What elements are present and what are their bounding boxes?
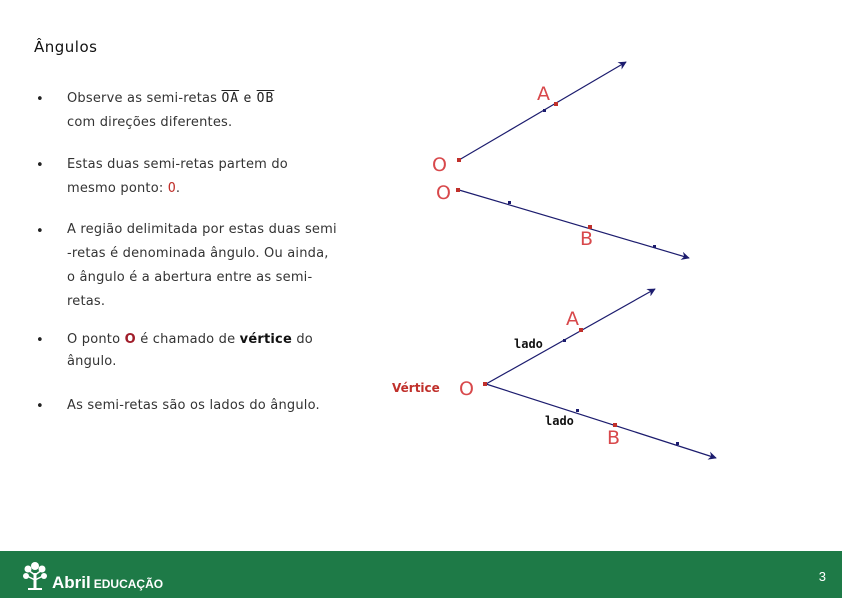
ray-tick	[676, 442, 679, 445]
label-lado: lado	[545, 414, 574, 428]
point-o: O	[167, 181, 176, 196]
label-a: A	[537, 83, 550, 105]
point-a-marker	[579, 328, 583, 332]
ray-tick	[508, 201, 511, 204]
vertice-term: vértice	[239, 332, 292, 347]
item-text: -retas é denominada ângulo. Ou ainda,	[67, 246, 329, 261]
label-a: A	[566, 308, 579, 330]
item-text: Estas duas semi-retas partem do	[67, 157, 288, 172]
ray-tick	[563, 339, 566, 342]
bullet: •	[36, 333, 44, 348]
point-o-marker	[457, 158, 461, 162]
item-text: As semi-retas são os lados do ângulo.	[67, 398, 320, 413]
vertex-marker	[483, 382, 487, 386]
ray-ob-notation: $\overline{OB}$	[256, 91, 275, 106]
item-text: do	[296, 332, 313, 347]
point-o: O	[124, 332, 136, 347]
figure-angle	[392, 289, 716, 458]
page-title: Ângulos	[34, 38, 98, 56]
bullet: •	[36, 158, 44, 173]
bullet: •	[36, 92, 44, 107]
bullet: •	[36, 224, 44, 239]
ray-oa	[459, 62, 626, 160]
item-text: ângulo.	[67, 354, 117, 369]
item-text: Observe as semi-retas	[67, 91, 218, 106]
label-o: O	[432, 154, 447, 176]
point-a-marker	[554, 102, 558, 106]
item-text: O ponto	[67, 332, 121, 347]
footer-bar	[0, 551, 842, 598]
label-vertice: Vértice	[392, 381, 440, 395]
ray-oa-notation: $\overline{OA}$	[221, 91, 240, 106]
brand-name: Abril	[52, 573, 91, 592]
item-text: A região delimitada por estas duas semi	[67, 222, 337, 237]
label-o: O	[459, 378, 474, 400]
label-b: B	[607, 427, 621, 449]
point-o-marker	[456, 188, 460, 192]
page-number: 3	[818, 569, 826, 584]
ray-tick	[543, 109, 546, 112]
item-text: .	[175, 181, 181, 196]
ray-side-b	[486, 384, 716, 458]
item-text: é chamado de	[140, 332, 236, 347]
brand-logo	[52, 573, 163, 593]
ray-side-a	[486, 289, 655, 384]
item-text: retas.	[67, 294, 106, 309]
label-lado: lado	[514, 337, 543, 351]
brand-sub: EDUCAÇÃO	[93, 577, 164, 591]
figure-rays-separate	[432, 62, 689, 258]
item-text: mesmo ponto:	[67, 181, 164, 196]
label-b: B	[580, 228, 594, 250]
item-text: com direções diferentes.	[67, 115, 233, 130]
conjunction: e	[243, 91, 253, 106]
ray-tick	[653, 245, 656, 248]
label-o: O	[436, 182, 451, 204]
bullet: •	[36, 399, 44, 414]
item-text: o ângulo é a abertura entre as semi-	[67, 270, 313, 285]
ray-tick	[576, 409, 579, 412]
tree-logo-icon	[22, 559, 48, 591]
